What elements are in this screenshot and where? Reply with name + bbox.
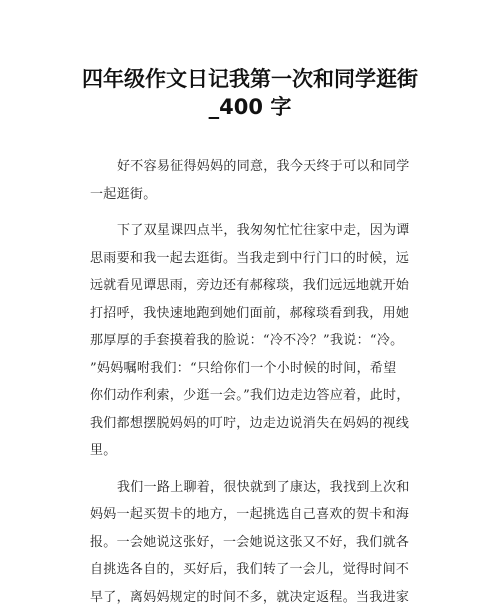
paragraph-2 [90,217,420,465]
text-line: 一起逛街。 [90,181,420,209]
text-line: 妈妈一起买贺卡的地方，一起挑选自己喜欢的贺卡和海 [90,501,420,529]
document-title: 四年级作文日记我第一次和同学逛街 [40,65,460,93]
text-line: 早了，离妈妈规定的时间不多，就决定返程。当我进家 [90,584,420,611]
text-line: 打招呼，我快速地跑到她们面前，郝稼琰看到我，用她 [90,300,420,328]
text-line: ”妈妈嘱咐我们：“只给你们一个小时候的时间，希望 [90,355,420,383]
text-line: 下了双星课四点半，我匆匆忙忙往家中走，因为谭 [90,217,420,245]
text-line: 报。一会她说这张好，一会她说这张又不好，我们就各 [90,529,420,557]
document-title-suffix: _400 字 [40,93,460,121]
text-line: 那厚厚的手套摸着我的脸说：“冷不冷？”我说：“冷。 [90,327,420,355]
document-body [90,153,420,611]
text-line: 好不容易征得妈妈的同意，我今天终于可以和同学 [90,153,420,181]
text-line: 你们动作利索，少逛一会。”我们边走边答应着，此时， [90,382,420,410]
text-line: 远就看见谭思雨，旁边还有郝稼琰，我们远远地就开始 [90,272,420,300]
text-line: 我们都想摆脱妈妈的叮咛，边走边说消失在妈妈的视线 [90,410,420,438]
text-line: 思雨要和我一起去逛街。当我走到中行门口的时候，远 [90,245,420,273]
text-line: 我们一路上聊着，很快就到了康达，我找到上次和 [90,474,420,502]
paragraph-1 [90,153,420,208]
paragraph-3 [90,474,420,611]
text-line: 自挑选各自的，买好后，我们转了一会儿，觉得时间不 [90,556,420,584]
text-line: 里。 [90,437,420,465]
